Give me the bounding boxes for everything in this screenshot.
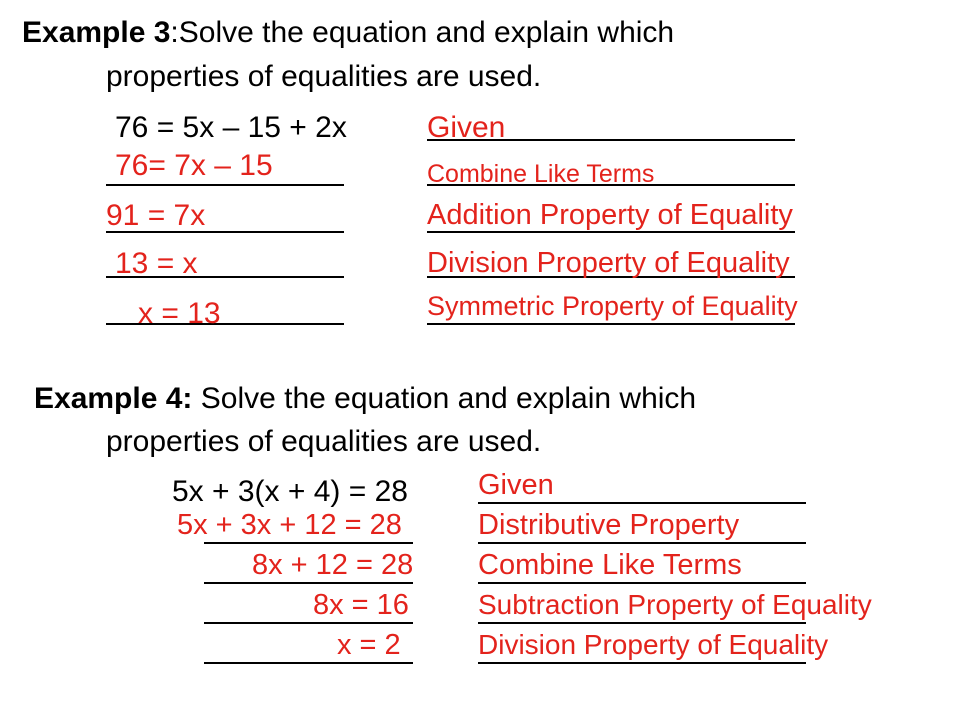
example4-step: 8x = 16 — [313, 589, 409, 621]
example4-step-blank — [204, 542, 413, 544]
example4-subtitle: properties of equalities are used. — [106, 425, 542, 458]
example3-reason: Addition Property of Equality — [427, 199, 793, 231]
example4-reason: Subtraction Property of Equality — [478, 589, 872, 620]
example4-reason: Combine Like Terms — [478, 549, 742, 581]
example4-step-blank — [204, 662, 413, 664]
example4-step: x = 2 — [337, 629, 401, 661]
example4-title — [34, 384, 696, 414]
example4-step-blank — [204, 622, 413, 624]
example3-heading-suffix: :Solve the equation and explain which — [170, 16, 675, 49]
example3-step: 76= 7x – 15 — [115, 149, 273, 182]
example4-step-blank — [204, 582, 413, 584]
example4-reason: Distributive Property — [478, 509, 740, 541]
example3-step: 13 = x — [115, 247, 198, 280]
example3-equation: 76 = 5x – 15 + 2x — [115, 111, 347, 144]
example3-heading: Example 3 — [22, 16, 171, 49]
example4-equation: 5x + 3(x + 4) = 28 — [172, 475, 408, 508]
example3-step: 91 = 7x — [106, 199, 206, 232]
example3-reason: Given — [427, 111, 506, 144]
example3-title — [22, 18, 674, 48]
example3-reason: Symmetric Property of Equality — [427, 291, 798, 321]
example4-heading-suffix: Solve the equation and explain which — [200, 382, 697, 415]
example4-heading: Example 4: — [34, 382, 193, 415]
example3-reason-blank — [427, 323, 795, 325]
example3-step: x = 13 — [138, 297, 221, 330]
example3-reason-blank — [427, 231, 795, 233]
example4-reason-blank — [478, 622, 806, 624]
example4-reason-blank — [478, 542, 806, 544]
example3-reason: Combine Like Terms — [427, 160, 655, 188]
example4-reason: Given — [478, 469, 554, 501]
example3-reason: Division Property of Equality — [427, 247, 790, 279]
example4-step: 5x + 3x + 12 = 28 — [177, 509, 402, 541]
example4-reason: Division Property of Equality — [478, 629, 829, 660]
example3-step-blank — [106, 184, 344, 186]
example4-reason-blank — [478, 662, 806, 664]
example3-subtitle: properties of equalities are used. — [106, 60, 542, 93]
example4-reason-blank — [478, 502, 806, 504]
example4-step: 8x + 12 = 28 — [252, 549, 414, 581]
example4-reason-blank — [478, 582, 806, 584]
